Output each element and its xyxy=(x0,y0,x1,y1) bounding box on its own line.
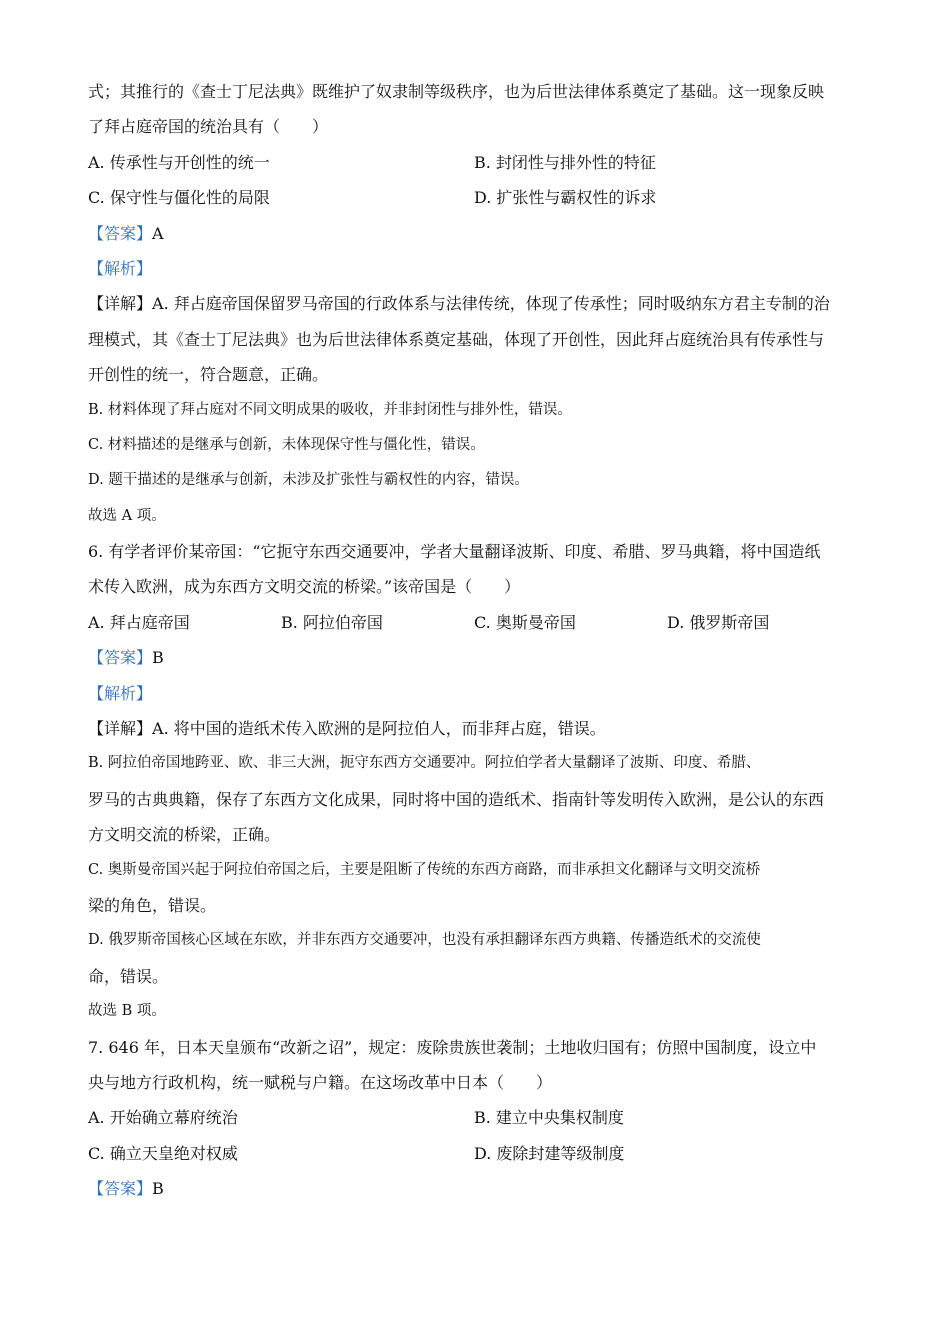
q7-option-b: B. 建立中央集权制度 xyxy=(474,1108,624,1128)
q6-explain-d-line-1: D. 俄罗斯帝国核心区域在东欧，并非东西方交通要冲，也没有承担翻译东西方典籍、传播造纸术的交流使 xyxy=(88,932,761,949)
q7-options-row-2 xyxy=(88,1136,860,1171)
q6-option-b: B. 阿拉伯帝国 xyxy=(281,612,383,632)
q6-options-row xyxy=(88,605,860,640)
q6-stem-line-2: 术传入欧洲，成为东西方文明交流的桥梁。”该帝国是（ ） xyxy=(88,577,521,597)
q7-option-a: A. 开始确立幕府统治 xyxy=(88,1108,238,1128)
q7-option-d: D. 废除封建等级制度 xyxy=(474,1143,625,1163)
q6-explain-c-line-1: C. 奥斯曼帝国兴起于阿拉伯帝国之后，主要是阻断了传统的东西方商路，而非承担文化翻译与文明交流桥 xyxy=(88,861,761,878)
q6-option-d: D. 俄罗斯帝国 xyxy=(667,612,770,632)
q5-explain-d: D. 题干描述的是继承与创新，未涉及扩张性与霸权性的内容，错误。 xyxy=(88,472,529,489)
q5-answer xyxy=(88,216,860,251)
q6-option-a: A. 拜占庭帝国 xyxy=(88,612,190,632)
q5-detail-line-1 xyxy=(88,286,860,321)
q7-stem-line-2: 央与地方行政机构，统一赋税与户籍。在这场改革中日本（ ） xyxy=(88,1072,553,1092)
q6-conclusion: 故选 B 项。 xyxy=(88,1003,166,1020)
q5-option-a: A. 传承性与开创性的统一 xyxy=(88,152,270,172)
answer-tag: 【答案】 xyxy=(88,223,153,243)
q5-stem-line-1: 式；其推行的《查士丁尼法典》既维护了奴隶制等级秩序，也为后世法律体系奠定了基础。这一现象反映 xyxy=(88,82,825,101)
q5-option-d: D. 扩张性与霸权性的诉求 xyxy=(474,188,657,208)
document-page xyxy=(88,74,860,1207)
answer-value: A xyxy=(152,223,164,243)
q6-explain-c-line-2: 梁的角色，错误。 xyxy=(88,895,217,915)
analysis-tag: 【解析】 xyxy=(88,683,153,703)
q5-detail-line-3: 开创性的统一，符合题意，正确。 xyxy=(88,365,329,385)
q7-stem-line-1: 7. 646 年，日本天皇颁布“改新之诏”，规定：废除贵族世袭制；土地收归国有；仿照中国制度，设立中 xyxy=(88,1037,817,1057)
answer-value: B xyxy=(152,1179,164,1199)
q6-explain-d-line-2: 命，错误。 xyxy=(88,966,169,986)
q6-option-c: C. 奥斯曼帝国 xyxy=(474,612,576,632)
q6-detail-line-1 xyxy=(88,711,860,746)
q6-answer xyxy=(88,640,860,675)
q5-explain-c: C. 材料描述的是继承与创新，未体现保守性与僵化性，错误。 xyxy=(88,436,485,453)
q6-explain-b-line-2: 罗马的古典典籍，保存了东西方文化成果，同时将中国的造纸术、指南针等发明传入欧洲，是公认的东西 xyxy=(88,789,825,809)
q5-explain-b: B. 材料体现了拜占庭对不同文明成果的吸收，并非封闭性与排外性，错误。 xyxy=(88,401,572,418)
q6-stem-line-1: 6. 有学者评价某帝国：“它扼守东西交通要冲，学者大量翻译波斯、印度、希腊、罗马典籍，将中国造纸 xyxy=(88,542,821,562)
q5-option-c: C. 保守性与僵化性的局限 xyxy=(88,188,270,208)
q7-answer xyxy=(88,1171,860,1206)
detail-text: A. 拜占庭帝国保留罗马帝国的行政体系与法律传统，体现了传承性；同时吸纳东方君主专制的治 xyxy=(152,294,830,314)
answer-tag: 【答案】 xyxy=(88,648,153,668)
answer-value: B xyxy=(152,648,164,668)
q6-explain-b-line-1: B. 阿拉伯帝国地跨亚、欧、非三大洲，扼守东西方交通要冲。阿拉伯学者大量翻译了波斯、印度、希腊、 xyxy=(88,755,761,772)
q7-option-c: C. 确立天皇绝对权威 xyxy=(88,1143,238,1163)
answer-tag: 【答案】 xyxy=(88,1179,153,1199)
q5-stem-line-2: 了拜占庭帝国的统治具有（ ） xyxy=(88,117,329,137)
detail-text: A. 将中国的造纸术传入欧洲的是阿拉伯人，而非拜占庭，错误。 xyxy=(152,719,606,739)
q5-options-row-1 xyxy=(88,145,860,180)
q7-options-row-1 xyxy=(88,1100,860,1135)
analysis-tag: 【解析】 xyxy=(88,258,153,278)
q5-detail-line-2: 理模式，其《查士丁尼法典》也为后世法律体系奠定基础，体现了开创性，因此拜占庭统治具有传承性与 xyxy=(88,329,825,349)
q6-explain-b-line-3: 方文明交流的桥梁，正确。 xyxy=(88,825,281,845)
q5-option-b: B. 封闭性与排外性的特征 xyxy=(474,152,656,172)
q6-analysis-heading xyxy=(88,676,860,711)
q5-options-row-2 xyxy=(88,180,860,215)
q5-analysis-heading xyxy=(88,251,860,286)
detail-tag: 【详解】 xyxy=(88,719,153,739)
q5-conclusion: 故选 A 项。 xyxy=(88,507,166,524)
detail-tag: 【详解】 xyxy=(88,294,153,314)
